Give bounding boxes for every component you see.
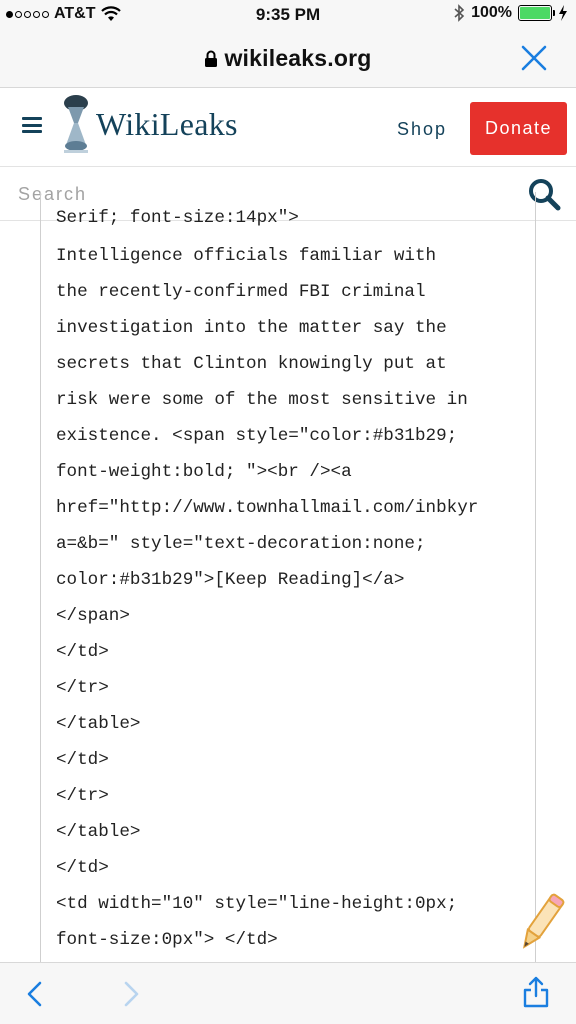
code-line: a=&b=" style="text-decoration:none; xyxy=(56,534,426,554)
code-line: <td width="10" style="line-height:0px; xyxy=(56,894,458,914)
donate-button[interactable]: Donate xyxy=(470,102,567,155)
code-line: </td> xyxy=(56,858,109,878)
browser-bottom-toolbar xyxy=(0,962,576,1024)
code-line: existence. <span style="color:#b31b29; xyxy=(56,426,458,446)
code-line: secrets that Clinton knowingly put at xyxy=(56,354,447,374)
code-line: href="http://www.townhallmail.com/inbkyr xyxy=(56,498,479,518)
battery-icon xyxy=(518,5,552,21)
code-box-borders xyxy=(40,192,536,992)
code-line: risk were some of the most sensitive in xyxy=(56,390,468,410)
forward-arrow-icon[interactable] xyxy=(120,980,142,1008)
url-display[interactable] xyxy=(0,45,576,72)
url-bar[interactable] xyxy=(0,30,576,88)
hamburger-menu-icon[interactable] xyxy=(22,117,42,133)
code-line: Serif; font-size:14px"> xyxy=(56,208,299,228)
code-line: font-weight:bold; "><br /><a xyxy=(56,462,352,482)
wikileaks-hourglass-logo-icon[interactable] xyxy=(60,93,92,155)
shop-link[interactable]: Shop xyxy=(397,119,448,139)
share-icon[interactable] xyxy=(522,976,550,1008)
url-domain: wikileaks.org xyxy=(224,45,372,71)
pencil-icon[interactable] xyxy=(516,890,566,956)
status-bar xyxy=(0,0,576,30)
code-line: </table> xyxy=(56,714,141,734)
lock-icon xyxy=(204,50,218,68)
status-right xyxy=(453,4,568,22)
status-time: 9:35 PM xyxy=(255,5,321,24)
back-arrow-icon[interactable] xyxy=(24,980,46,1008)
close-icon[interactable] xyxy=(520,44,548,72)
code-line: font-size:0px"> </td> xyxy=(56,930,278,950)
battery-percent: 100% xyxy=(471,4,512,21)
code-line: </tr> xyxy=(56,786,109,806)
code-line: the recently-confirmed FBI criminal xyxy=(56,282,426,302)
code-line: color:#b31b29">[Keep Reading]</a> xyxy=(56,570,405,590)
code-line: </table> xyxy=(56,822,141,842)
site-logo-text[interactable]: WikiLeaks xyxy=(96,106,238,142)
code-line: </td> xyxy=(56,750,109,770)
code-line: </td> xyxy=(56,642,109,662)
bluetooth-icon xyxy=(453,4,465,22)
page-content[interactable] xyxy=(0,208,576,962)
charging-icon xyxy=(558,5,568,21)
code-line: </tr> xyxy=(56,678,109,698)
carrier-label: AT&T xyxy=(54,5,96,22)
code-line: investigation into the matter say the xyxy=(56,318,447,338)
code-line: Intelligence officials familiar with xyxy=(56,246,437,266)
site-header xyxy=(0,89,576,167)
code-line: </span> xyxy=(56,606,130,626)
